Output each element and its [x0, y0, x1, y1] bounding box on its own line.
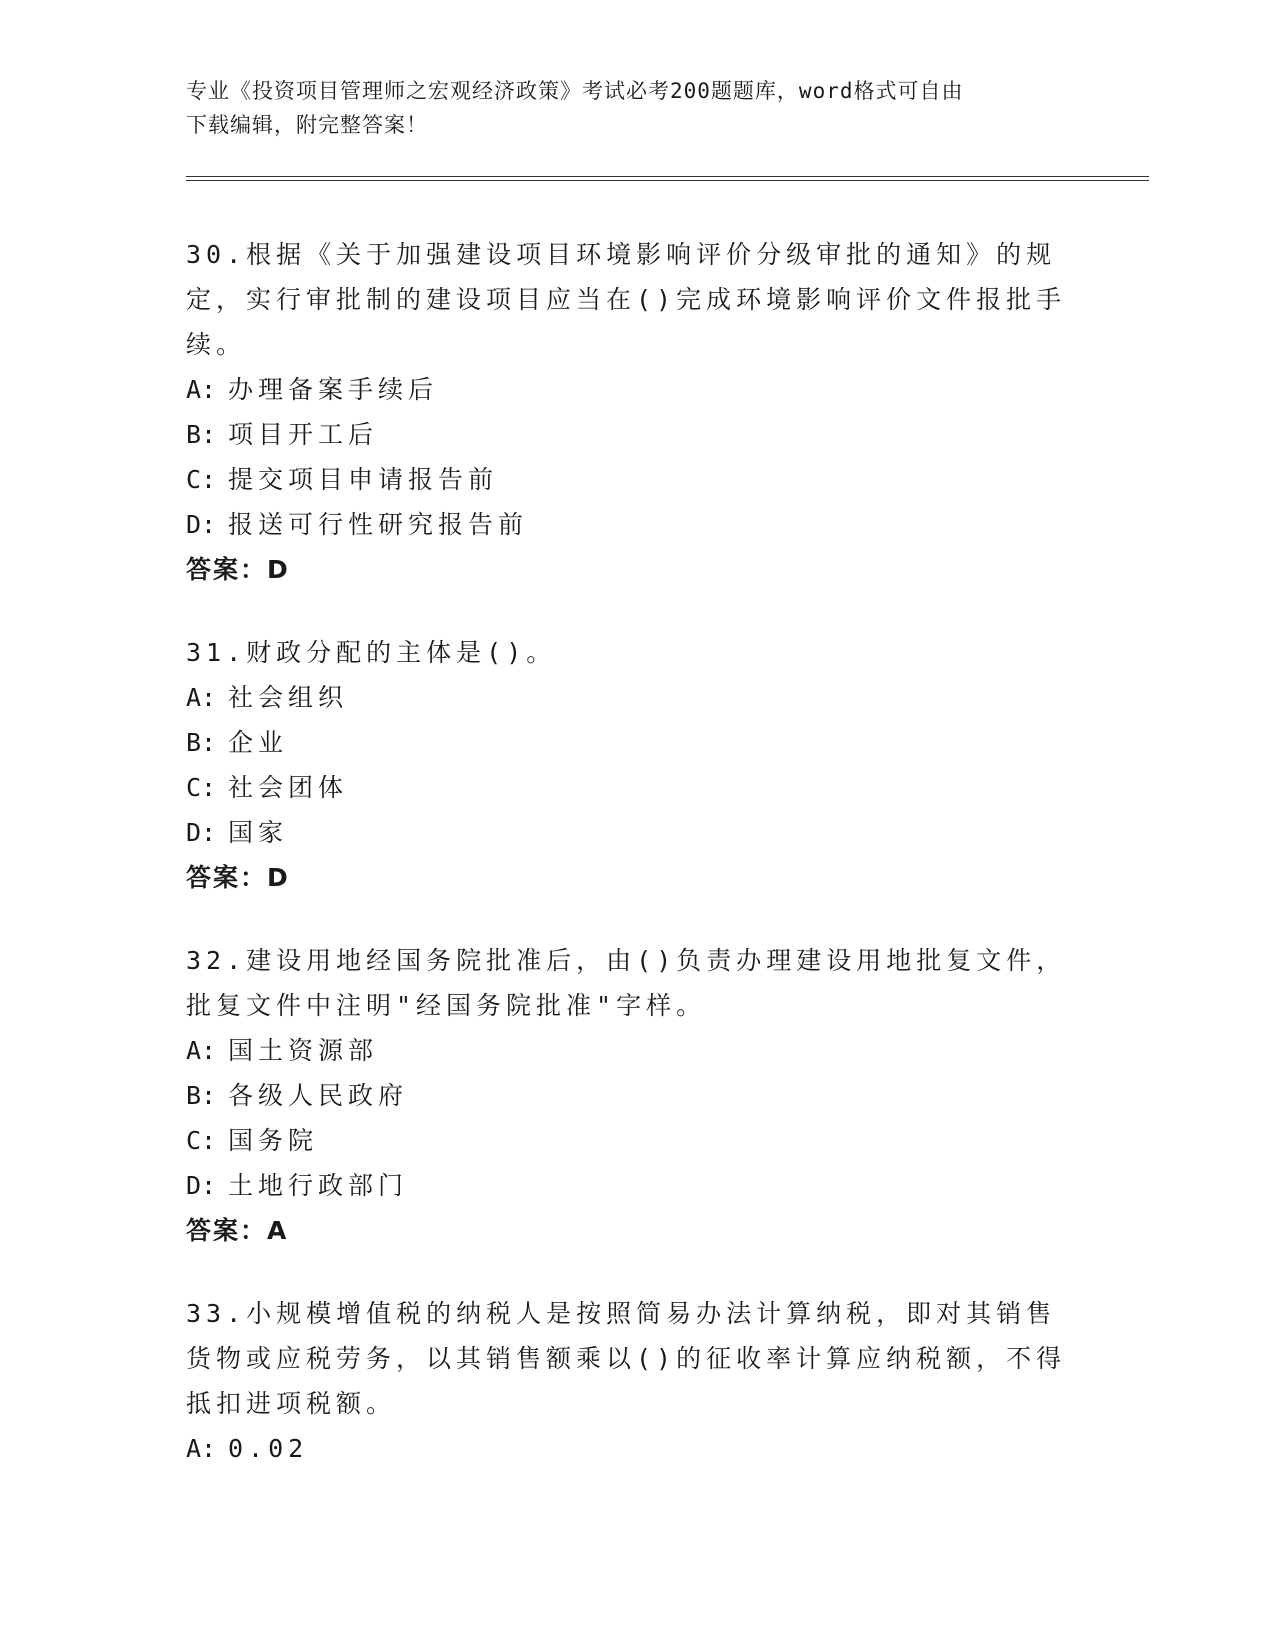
- option-letter: B:: [186, 420, 217, 449]
- option-c: [186, 765, 1086, 810]
- option-d: [186, 1163, 1086, 1208]
- question-text: 32.建设用地经国务院批准后，由()负责办理建设用地批复文件，批复文件中注明"经国务院批准"字样。: [186, 946, 1067, 1020]
- header-divider: [186, 176, 1149, 181]
- option-letter: B:: [186, 728, 217, 757]
- answer-value: D: [267, 555, 290, 584]
- answer-label: 答案：: [186, 863, 268, 892]
- option-b: [186, 412, 1086, 457]
- document-header: [186, 74, 1066, 142]
- header-line-2: 下载编辑，附完整答案！: [186, 113, 428, 137]
- option-letter: D:: [186, 510, 217, 539]
- option-letter: A:: [186, 683, 217, 712]
- question-33: [186, 1291, 1086, 1471]
- option-letter: A:: [186, 1434, 217, 1463]
- option-text: 社会团体: [228, 773, 349, 802]
- option-c: [186, 1118, 1086, 1163]
- question-30: [186, 232, 1086, 592]
- question-list: [186, 232, 1086, 1509]
- option-letter: C:: [186, 773, 217, 802]
- option-text: 0.02: [228, 1434, 309, 1463]
- option-letter: A:: [186, 1036, 217, 1065]
- option-text: 提交项目申请报告前: [228, 465, 499, 494]
- question-31: [186, 630, 1086, 900]
- answer-line: [186, 1208, 1086, 1253]
- option-text: 国务院: [228, 1126, 319, 1155]
- question-text: 30.根据《关于加强建设项目环境影响评价分级审批的通知》的规定，实行审批制的建设项目应当在()完成环境影响评价文件报批手续。: [186, 240, 1067, 359]
- option-letter: C:: [186, 1126, 217, 1155]
- option-a: [186, 1426, 1086, 1471]
- option-a: [186, 1028, 1086, 1073]
- option-text: 办理备案手续后: [228, 375, 439, 404]
- option-a: [186, 367, 1086, 412]
- answer-value: A: [267, 1216, 289, 1245]
- option-c: [186, 457, 1086, 502]
- option-a: [186, 675, 1086, 720]
- option-d: [186, 810, 1086, 855]
- option-text: 项目开工后: [228, 420, 379, 449]
- option-b: [186, 720, 1086, 765]
- option-text: 国家: [228, 818, 289, 847]
- option-letter: A:: [186, 375, 217, 404]
- option-text: 各级人民政府: [228, 1081, 409, 1110]
- answer-line: [186, 547, 1086, 592]
- option-d: [186, 502, 1086, 547]
- option-text: 土地行政部门: [228, 1171, 409, 1200]
- option-letter: D:: [186, 818, 217, 847]
- answer-label: 答案：: [186, 1216, 268, 1245]
- option-text: 社会组织: [228, 683, 349, 712]
- answer-label: 答案：: [186, 555, 268, 584]
- option-letter: C:: [186, 465, 217, 494]
- option-letter: D:: [186, 1171, 217, 1200]
- option-text: 企业: [228, 728, 289, 757]
- answer-value: D: [267, 863, 290, 892]
- option-text: 国土资源部: [228, 1036, 379, 1065]
- question-32: [186, 938, 1086, 1253]
- option-b: [186, 1073, 1086, 1118]
- answer-line: [186, 855, 1086, 900]
- option-letter: B:: [186, 1081, 217, 1110]
- header-line-1: 专业《投资项目管理师之宏观经济政策》考试必考200题题库，word格式可自由: [186, 79, 964, 103]
- question-text: 31.财政分配的主体是()。: [186, 638, 557, 667]
- question-text: 33.小规模增值税的纳税人是按照简易办法计算纳税，即对其销售货物或应税劳务，以其销售额乘以()的征收率计算应纳税额，不得抵扣进项税额。: [186, 1299, 1067, 1418]
- option-text: 报送可行性研究报告前: [228, 510, 529, 539]
